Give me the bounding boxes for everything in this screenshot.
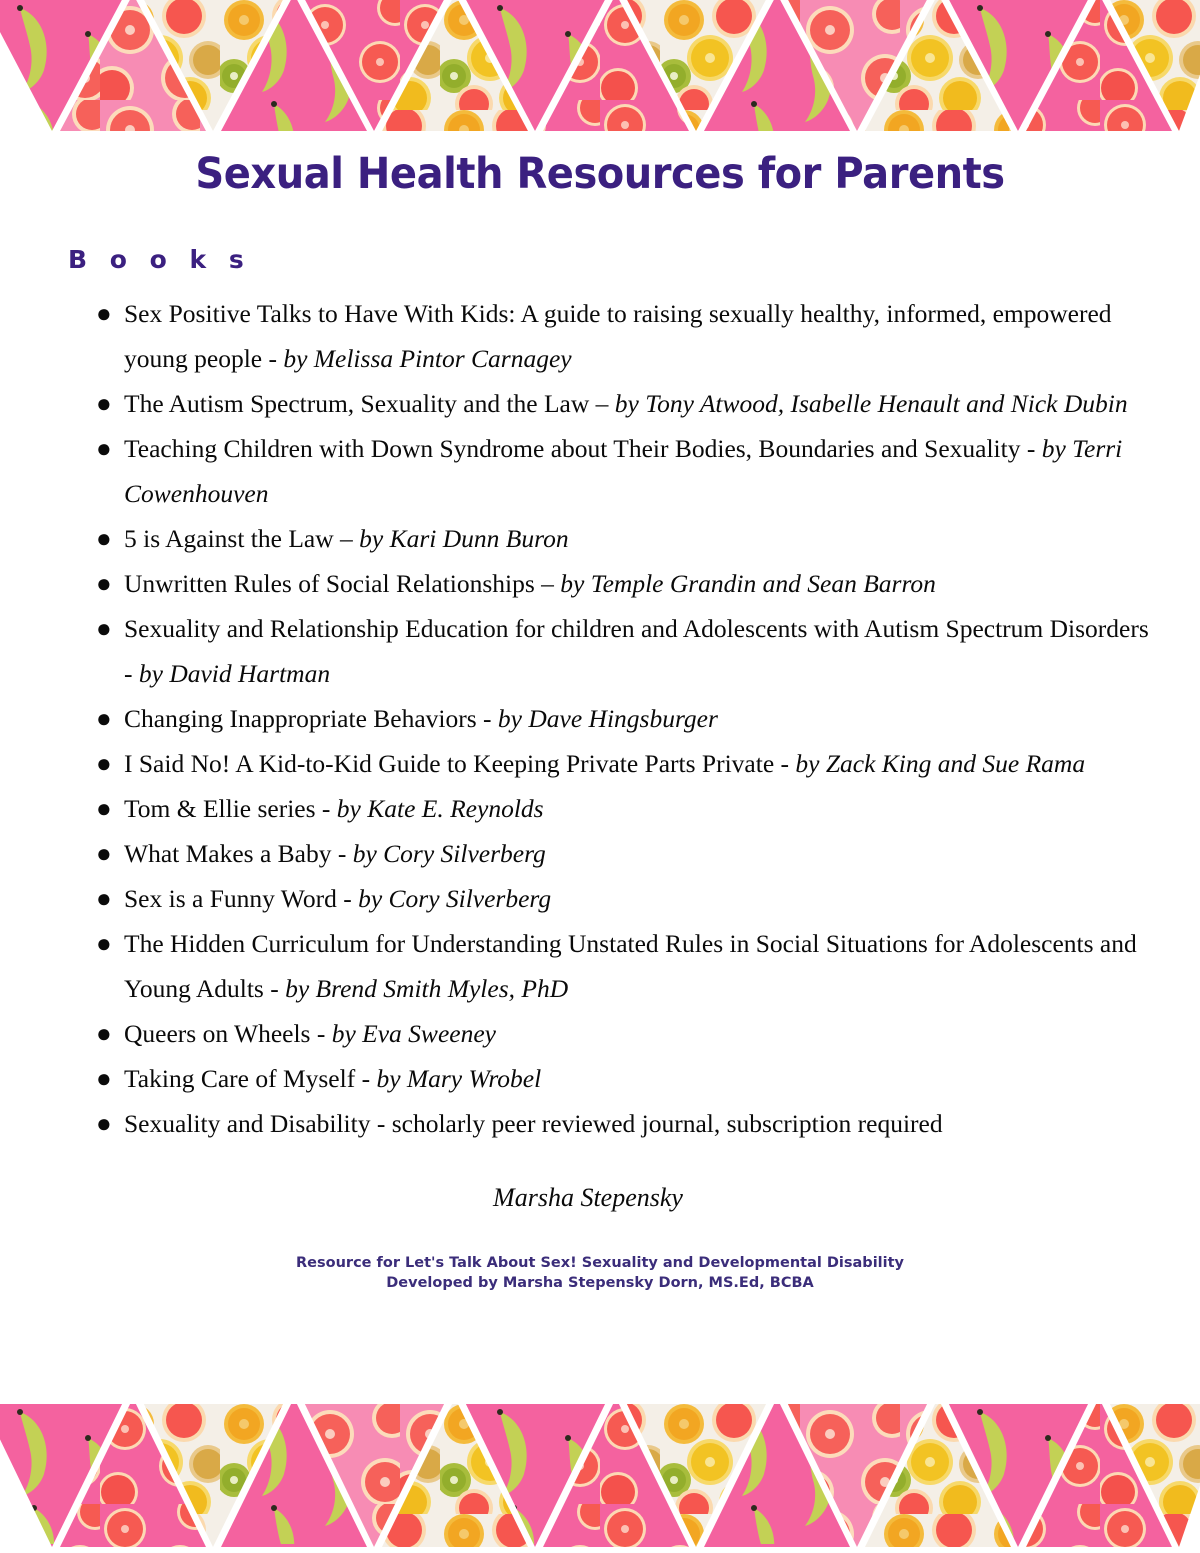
book-title: 5 is Against the Law – [124,524,360,553]
list-item [0,1011,1200,1056]
book-title: Sex is a Funny Word - [124,884,359,913]
book-author: by Zack King and Sue Rama [795,749,1086,778]
bullet-icon: ● [96,884,112,913]
bullet-icon: ● [96,614,112,643]
list-item [0,921,1200,1011]
book-author: by Mary Wrobel [376,1064,542,1093]
bullet-icon: ● [96,794,112,823]
list-item [0,516,1200,561]
fruit-triangle-border-bottom [0,1404,1200,1553]
section-heading-books: B o o k s [68,245,251,274]
bullet-icon: ● [96,569,112,598]
list-item [0,786,1200,831]
fruit-border-graphic-bottom [0,1404,1200,1553]
book-author: by David Hartman [138,659,331,688]
book-author: by Kate E. Reynolds [336,794,544,823]
footer-line-2: Developed by Marsha Stepensky Dorn, MS.Ed, BCBA [386,1275,814,1291]
document-footer [0,1215,1200,1293]
book-author: by Brend Smith Myles, PhD [285,974,569,1003]
document-body [0,137,1200,1293]
bullet-icon: ● [96,1109,112,1138]
book-title: Tom & Ellie series - [124,794,337,823]
book-title: What Makes a Baby - [124,839,353,868]
book-author: by Kari Dunn Buron [359,524,569,553]
list-item [0,876,1200,921]
bullet-icon: ● [96,704,112,733]
fruit-triangle-border-top [0,0,1200,137]
book-title: Queers on Wheels - [124,1019,332,1048]
book-title: Sexuality and Disability - scholarly peer reviewed journal, subscription required [124,1109,943,1138]
book-author: by Terri Cowenhouven [124,434,1123,508]
bullet-icon: ● [96,1064,112,1093]
book-title: Sex Positive Talks to Have With Kids: A guide to raising sexually healthy, informed, empowered young people - [124,299,1112,373]
book-title: The Autism Spectrum, Sexuality and the Law – [124,389,615,418]
list-item [0,426,1200,516]
list-item [0,741,1200,786]
book-title: I Said No! A Kid-to-Kid Guide to Keeping Private Parts Private - [124,749,796,778]
bullet-icon: ● [96,749,112,778]
book-title: The Hidden Curriculum for Understanding Unstated Rules in Social Situations for Adolescents and Young Adults - [124,929,1137,1003]
list-item [0,696,1200,741]
book-author: by Eva Sweeney [331,1019,496,1048]
book-title: Unwritten Rules of Social Relationships – [124,569,561,598]
bullet-icon: ● [96,299,112,328]
list-item [0,606,1200,696]
bullet-icon: ● [96,929,112,958]
book-author: by Cory Silverberg [352,839,546,868]
list-item [0,831,1200,876]
book-author: by Melissa Pintor Carnagey [283,344,572,373]
book-author: by Temple Grandin and Sean Barron [560,569,936,598]
signature: Marsha Stepensky [493,1183,683,1212]
book-title: Taking Care of Myself - [124,1064,377,1093]
book-author: by Dave Hingsburger [497,704,718,733]
footer-line-1: Resource for Let's Talk About Sex! Sexuality and Developmental Disability [296,1255,904,1271]
list-item [0,291,1200,381]
bullet-icon: ● [96,389,112,418]
list-item [0,381,1200,426]
bullet-icon: ● [96,434,112,463]
book-title: Changing Inappropriate Behaviors - [124,704,498,733]
book-author: by Tony Atwood, Isabelle Henault and Nick Dubin [614,389,1128,418]
bullet-icon: ● [96,1019,112,1048]
list-item [0,1056,1200,1101]
fruit-border-graphic-top [0,0,1200,137]
bullet-icon: ● [96,524,112,553]
books-list [0,275,1200,1146]
book-author: by Cory Silverberg [358,884,552,913]
book-title: Teaching Children with Down Syndrome about Their Bodies, Boundaries and Sexuality - [124,434,1042,463]
bullet-icon: ● [96,839,112,868]
list-item [0,1101,1200,1146]
list-item [0,561,1200,606]
page-title: Sexual Health Resources for Parents [195,149,1005,199]
book-title: Sexuality and Relationship Education for children and Adolescents with Autism Spectrum Disorders - [124,614,1149,688]
